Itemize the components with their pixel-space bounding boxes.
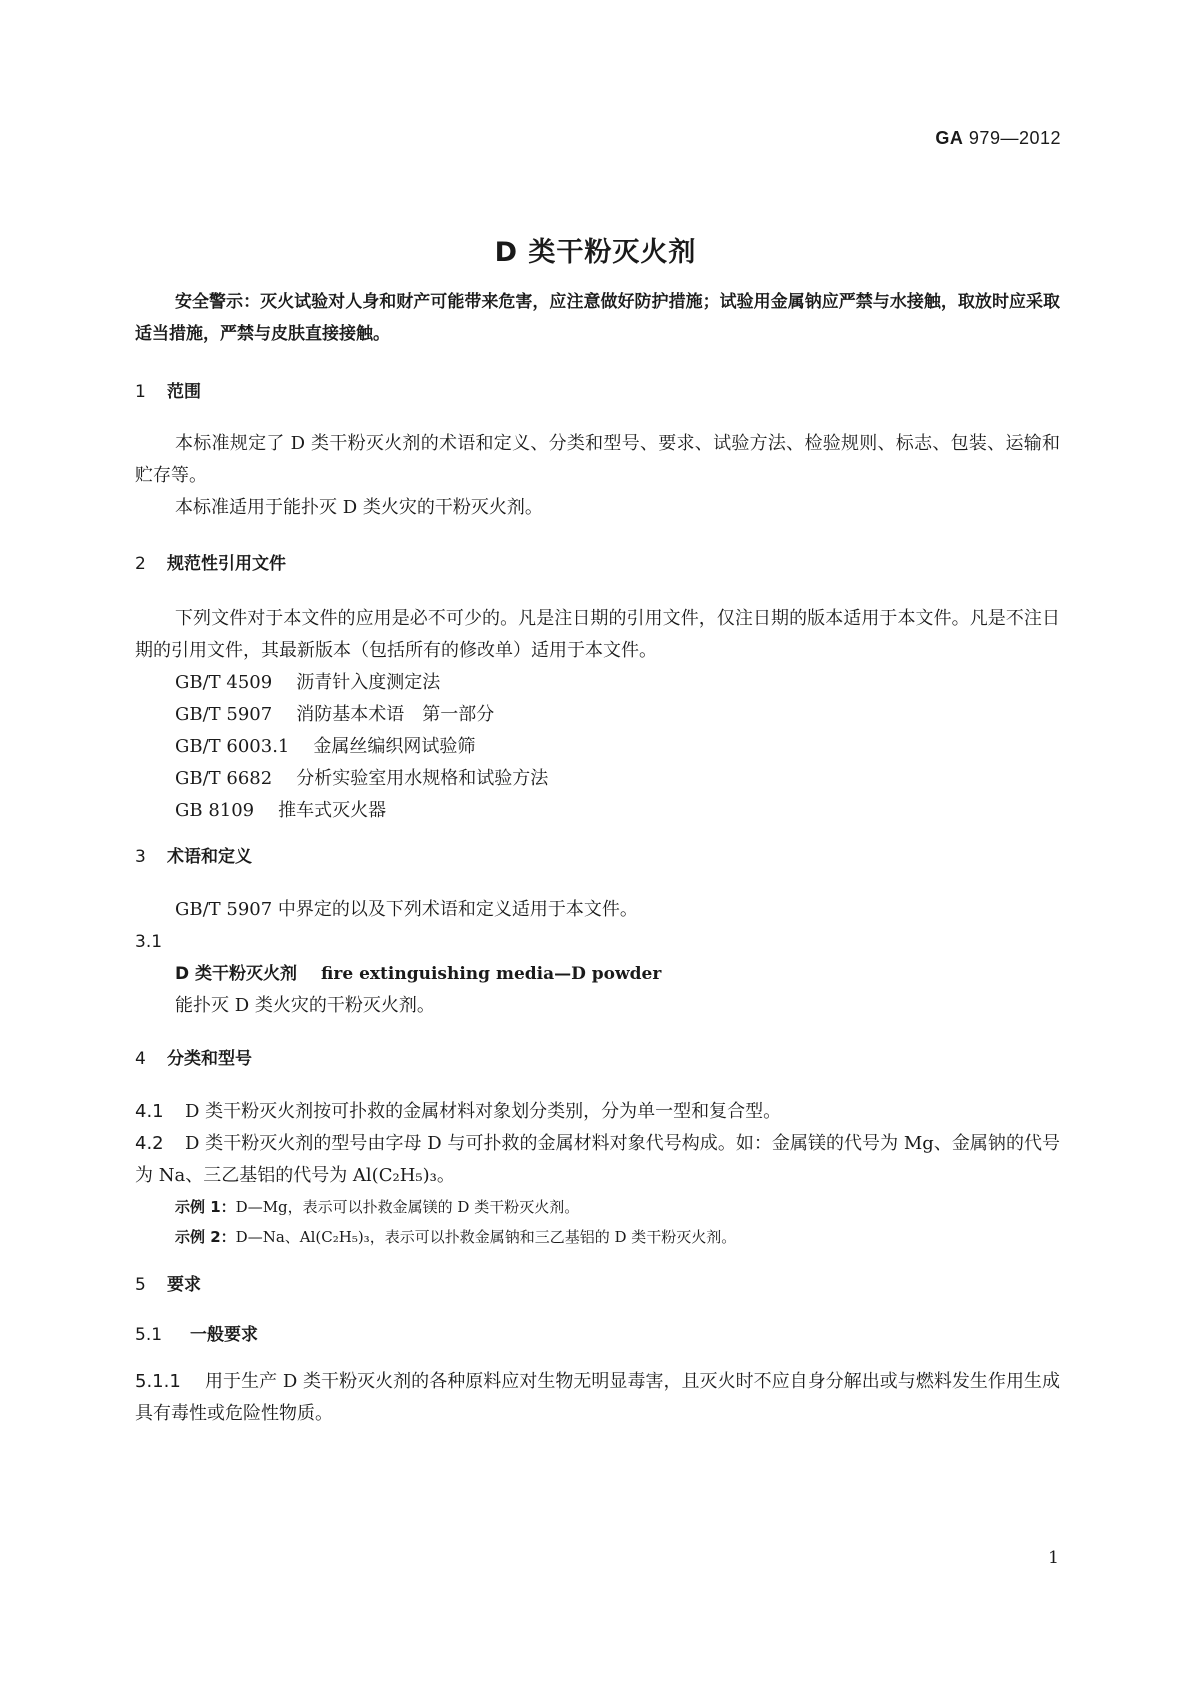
standard-code — [935, 128, 1061, 149]
section-4-body — [135, 1096, 1060, 1252]
example-1 — [135, 1192, 1060, 1222]
section-2-title: 规范性引用文件 — [167, 554, 286, 574]
reference-title: 分析实验室用水规格和试验方法 — [296, 768, 549, 789]
section-1-title: 范围 — [167, 382, 201, 402]
section-1-paragraph-2: 本标准适用于能扑灭 D 类火灾的干粉灭火剂。 — [175, 497, 543, 518]
section-2-number: 2 — [135, 554, 146, 574]
section-4-heading — [135, 1044, 252, 1069]
example-text: D—Na、Al(C₂H₅)₃，表示可以扑救金属钠和三乙基铝的 D 类干粉灭火剂。 — [235, 1228, 737, 1246]
reference-code: GB 8109 — [175, 800, 255, 821]
example-label: 示例 2： — [175, 1228, 236, 1246]
reference-code: GB/T 6682 — [175, 768, 273, 789]
section-1-heading — [135, 377, 201, 402]
term-chinese: D 类干粉灭火剂 — [175, 964, 298, 984]
safety-warning — [135, 286, 1060, 350]
term-entry — [135, 958, 1060, 990]
section-5-heading — [135, 1270, 201, 1295]
section-3-number: 3 — [135, 847, 146, 867]
document-title: D 类干粉灭火剂 — [494, 237, 697, 268]
section-3-heading — [135, 842, 252, 867]
term-number: 3.1 — [135, 932, 163, 952]
section-3-intro: GB/T 5907 中界定的以及下列术语和定义适用于本文件。 — [175, 899, 638, 920]
section-5-1-heading — [135, 1320, 258, 1345]
term-english: fire extinguishing media—D powder — [321, 964, 662, 984]
reference-title: 推车式灭火器 — [278, 800, 387, 821]
page-number: 1 — [1048, 1548, 1059, 1568]
clause-5-1-1 — [135, 1366, 1060, 1430]
clause-text: D 类干粉灭火剂的型号由字母 D 与可扑救的金属材料对象代号构成。如：金属镁的代号为 Mg、金属钠的代号为 Na、三乙基铝的代号为 Al(C₂H₅)₃。 — [135, 1133, 1060, 1186]
clause-4-2 — [135, 1128, 1060, 1192]
section-1-paragraph-1: 本标准规定了 D 类干粉灭火剂的术语和定义、分类和型号、要求、试验方法、检验规则、标志、包装、运输和贮存等。 — [135, 433, 1060, 486]
safety-warning-text: 安全警示：灭火试验对人身和财产可能带来危害，应注意做好防护措施；试验用金属钠应严禁与水接触，取放时应采取适当措施，严禁与皮肤直接接触。 — [135, 292, 1060, 344]
section-4-title: 分类和型号 — [167, 1049, 252, 1069]
section-5-title: 要求 — [167, 1275, 201, 1295]
section-2-heading — [135, 549, 286, 574]
reference-code: GB/T 6003.1 — [175, 736, 290, 757]
example-label: 示例 1： — [175, 1198, 236, 1216]
standard-code-prefix: GA — [935, 128, 964, 148]
section-5-1-number: 5.1 — [135, 1325, 163, 1345]
section-2-intro: 下列文件对于本文件的应用是必不可少的。凡是注日期的引用文件，仅注日期的版本适用于本文件。凡是不注日期的引用文件，其最新版本（包括所有的修改单）适用于本文件。 — [135, 608, 1060, 661]
reference-item — [135, 795, 1060, 827]
section-3-body — [135, 894, 1060, 1022]
clause-text: D 类干粉灭火剂按可扑救的金属材料对象划分类别，分为单一型和复合型。 — [185, 1101, 782, 1122]
section-3-title: 术语和定义 — [167, 847, 252, 867]
example-text: D—Mg，表示可以扑救金属镁的 D 类干粉灭火剂。 — [235, 1198, 580, 1216]
term-definition: 能扑灭 D 类火灾的干粉灭火剂。 — [175, 995, 435, 1016]
clause-number: 5.1.1 — [135, 1371, 181, 1392]
example-2 — [135, 1222, 1060, 1252]
reference-item — [135, 667, 1060, 699]
section-5-body — [135, 1366, 1060, 1430]
clause-number: 4.2 — [135, 1133, 164, 1154]
clause-number: 4.1 — [135, 1101, 164, 1122]
section-1-body — [135, 428, 1060, 524]
clause-text: 用于生产 D 类干粉灭火剂的各种原料应对生物无明显毒害，且灭火时不应自身分解出或与燃料发生作用生成具有毒性或危险性物质。 — [135, 1371, 1060, 1424]
section-1-number: 1 — [135, 382, 146, 402]
reference-item — [135, 763, 1060, 795]
reference-code: GB/T 4509 — [175, 672, 273, 693]
section-5-number: 5 — [135, 1275, 146, 1295]
reference-code: GB/T 5907 — [175, 704, 273, 725]
section-5-1-title: 一般要求 — [190, 1325, 258, 1345]
clause-4-1 — [135, 1096, 1060, 1128]
section-4-number: 4 — [135, 1049, 146, 1069]
standard-code-number: 979—2012 — [968, 128, 1061, 148]
reference-item — [135, 699, 1060, 731]
reference-title: 消防基本术语 第一部分 — [296, 704, 495, 725]
section-2-body — [135, 603, 1060, 827]
reference-title: 沥青针入度测定法 — [296, 672, 441, 693]
reference-item — [135, 731, 1060, 763]
reference-title: 金属丝编织网试验筛 — [313, 736, 476, 757]
